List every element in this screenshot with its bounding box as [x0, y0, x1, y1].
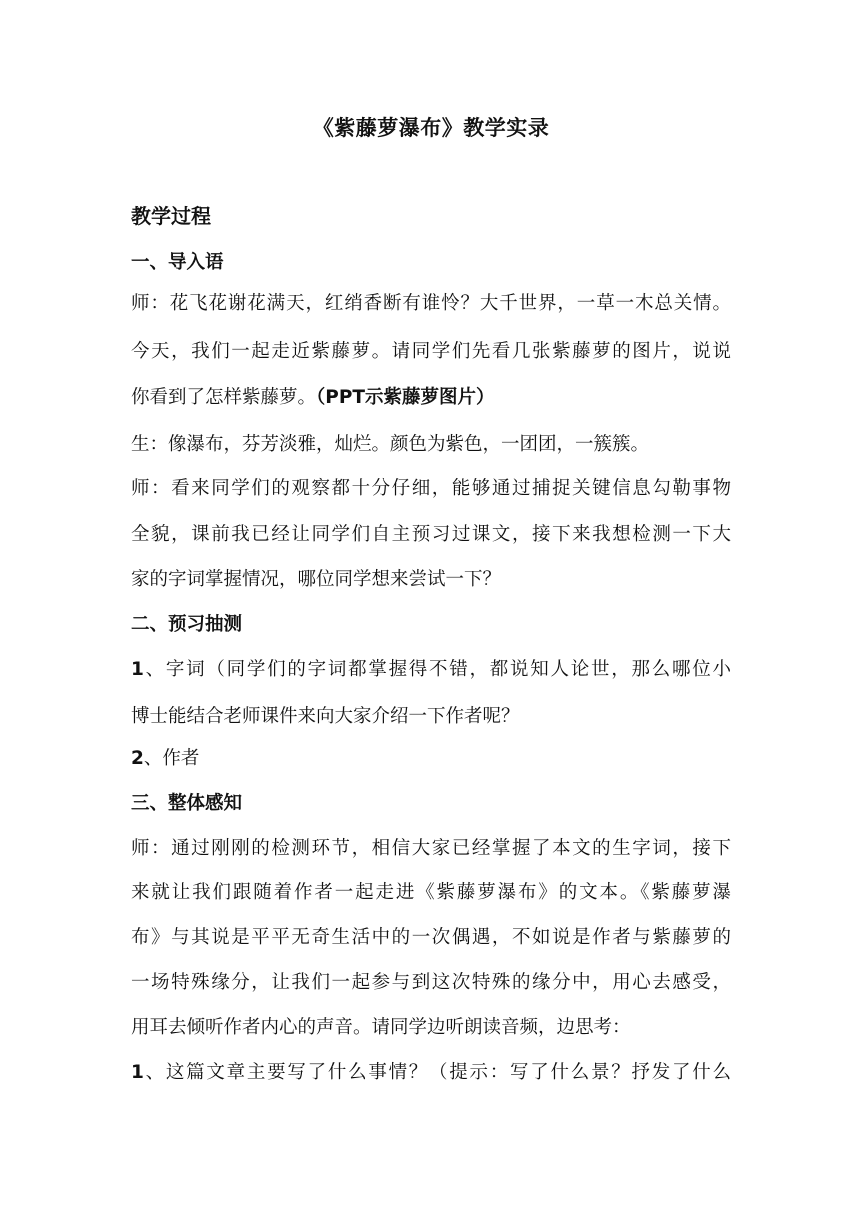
list-item-2-number: 2: [131, 748, 144, 769]
paragraph-4-line-4: 一场特殊缘分，让我们一起参与到这次特殊的缘分中，用心去感受，: [131, 972, 731, 993]
document-title: 《紫藤萝瀑布》教学实录: [312, 116, 550, 140]
list-item-1-line-1: [131, 656, 731, 684]
heading-part-2-preview-test: 二、预习抽测: [131, 614, 243, 635]
paragraph-1-line-2: 今天，我们一起走近紫藤萝。请同学们先看几张紫藤萝的图片，说说: [131, 341, 731, 362]
list-item-2-line-1: [131, 745, 731, 773]
list-item-1-number: 1: [131, 659, 144, 680]
paragraph-3-line-1: 师：看来同学们的观察都十分仔细，能够通过捕捉关键信息勾勒事物: [131, 478, 731, 499]
list-item-3-line-1: [131, 1059, 731, 1087]
paragraph-4-line-3: 布》与其说是平平无奇生活中的一次偶遇，不如说是作者与紫藤萝的: [131, 927, 731, 948]
ppt-note: （PPT示紫藤萝图片）: [316, 387, 495, 408]
section-heading-teaching-process: 教学过程: [131, 204, 211, 228]
list-item-2-text: 、作者: [143, 748, 200, 769]
paragraph-3-line-3: 家的字词掌握情况，哪位同学想来尝试一下？: [131, 569, 502, 590]
heading-part-3-overall-perception: 三、整体感知: [131, 793, 243, 814]
paragraph-2-line-1: 生：像瀑布，芬芳淡雅，灿烂。颜色为紫色，一团团，一簇簇。: [131, 434, 650, 455]
paragraph-4-line-1: 师：通过刚刚的检测环节，相信大家已经掌握了本文的生字词，接下: [131, 838, 731, 859]
paragraph-4-line-2: 来就让我们跟随着作者一起走进《紫藤萝瀑布》的文本。《紫藤萝瀑: [131, 882, 731, 903]
paragraph-4-line-5: 用耳去倾听作者内心的声音。请同学边听朗读音频，边思考：: [131, 1017, 631, 1038]
paragraph-3-line-2: 全貌，课前我已经让同学们自主预习过课文，接下来我想检测一下大: [131, 524, 731, 545]
paragraph-1-line-1: 师：花飞花谢花满天，红绡香断有谁怜？大千世界，一草一木总关情。: [131, 293, 731, 314]
list-item-1-line-2: 博士能结合老师课件来向大家介绍一下作者呢？: [131, 706, 520, 727]
paragraph-1-line-3: [131, 384, 731, 412]
list-item-3-number: 1: [131, 1062, 144, 1083]
list-item-1-text: 、字词（同学们的字词都掌握得不错，都说知人论世，那么哪位小: [143, 659, 731, 680]
heading-part-1-intro: 一、导入语: [131, 252, 224, 273]
paragraph-1-line-3-text: 你看到了怎样紫藤萝。: [131, 387, 317, 408]
list-item-3-text: 、这篇文章主要写了什么事情？（提示：写了什么景？抒发了什么: [143, 1062, 731, 1083]
